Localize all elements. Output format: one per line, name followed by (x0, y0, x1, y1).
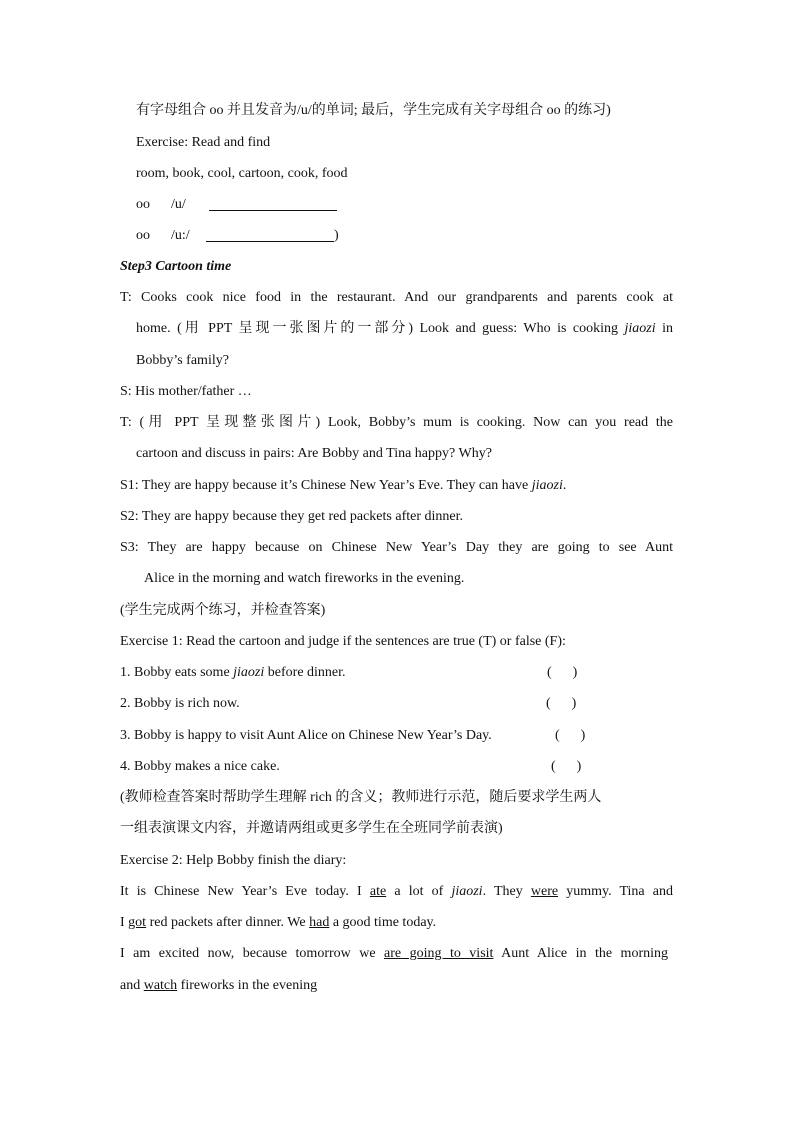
word-list: room, book, cool, cartoon, cook, food (136, 166, 348, 181)
oo-label: oo (136, 228, 150, 243)
student-answer: S: His mother/father … (120, 384, 252, 399)
answer-paren-1[interactable]: ( ) (547, 665, 578, 680)
exercise1-title: Exercise 1: Read the cartoon and judge if the sentences are true (T) or false (F): (120, 634, 566, 649)
step3-heading: Step3 Cartoon time (120, 259, 232, 274)
oo-short-row (136, 196, 696, 214)
note-students-exercises: (学生完成两个练习，并检查答案) (120, 603, 326, 618)
teacher-line-4: T: (用 PPT 呈现整张图片) Look, Bobby’s mum is cooking. Now can you read the (120, 415, 673, 430)
s3-line-2: Alice in the morning and watch fireworks in the evening. (144, 571, 465, 586)
exercise1-q3: 3. Bobby is happy to visit Aunt Alice on Chinese New Year’s Day. ( ) (120, 728, 586, 743)
oo-label: oo (136, 197, 150, 212)
answer-paren-2[interactable]: ( ) (546, 696, 577, 711)
teacher-line-3: Bobby’s family? (136, 353, 229, 368)
phonetic-long: /u:/ (171, 228, 190, 243)
s1-line: S1: They are happy because it’s Chinese New Year’s Eve. They can have jiaozi. (120, 478, 567, 493)
answer-paren-4[interactable]: ( ) (551, 759, 582, 774)
note-teacher-line-2: 一组表演课文内容，并邀请两组或更多学生在全班同学前表演) (120, 821, 503, 836)
teacher-line-2: home. (用 PPT 呈现一张图片的一部分) Look and guess: Who is cooking jiaozi in (136, 321, 674, 336)
teacher-line-1: T: Cooks cook nice food in the restaurant. And our grandparents and parents cook at (120, 290, 673, 305)
diary-line-2: I got red packets after dinner. We had a good time today. (120, 915, 437, 930)
diary-line-3: I am excited now, because tomorrow we are going to visit Aunt Alice in the morning (120, 946, 668, 961)
exercise-read-find: Exercise: Read and find (136, 135, 271, 150)
teacher-line-5: cartoon and discuss in pairs: Are Bobby and Tina happy? Why? (136, 446, 492, 461)
answer-paren-3[interactable]: ( ) (555, 728, 586, 743)
phonetic-short: /u/ (171, 197, 186, 212)
oo-long-row (136, 227, 696, 245)
note-teacher-line-1: (教师检查答案时帮助学生理解 rich 的含义；教师进行示范，随后要求学生两人 (120, 790, 602, 805)
answer-blank-2[interactable] (206, 227, 334, 242)
closing-paren: ) (334, 228, 339, 243)
s2-line: S2: They are happy because they get red packets after dinner. (120, 509, 463, 524)
answer-blank-1[interactable] (209, 196, 337, 211)
exercise2-title: Exercise 2: Help Bobby finish the diary: (120, 853, 347, 868)
exercise1-q4: 4. Bobby makes a nice cake. ( ) (120, 759, 582, 774)
s3-line-1: S3: They are happy because on Chinese New Year’s Day they are going to see Aunt (120, 540, 673, 555)
exercise1-q2: 2. Bobby is rich now. ( ) (120, 696, 577, 711)
exercise1-q1: 1. Bobby eats some jiaozi before dinner. ( ) (120, 665, 578, 680)
diary-line-4: and watch fireworks in the evening (120, 978, 318, 993)
diary-line-1: It is Chinese New Year’s Eve today. I ate a lot of jiaozi. They were yummy. Tina and (120, 884, 674, 899)
intro-line: 有字母组合 oo 并且发音为/u/的单词; 最后，学生完成有关字母组合 oo 的练习) (136, 103, 611, 118)
